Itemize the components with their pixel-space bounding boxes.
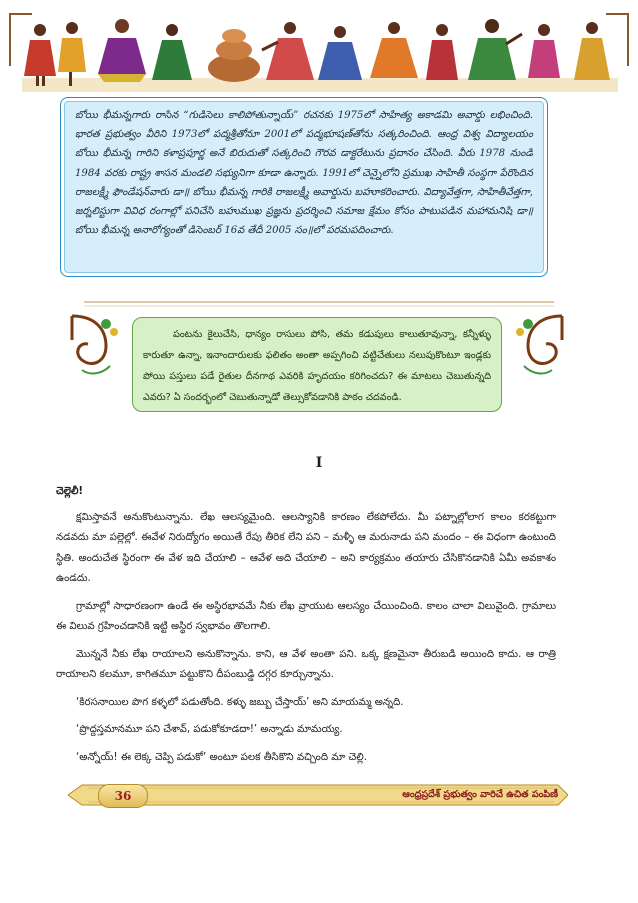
publisher-note: ఆంధ్రప్రదేశ్ ప్రభుత్వం వారిచే ఉచిత పంపిణీ xyxy=(402,789,558,800)
floral-ornament-left-icon xyxy=(66,310,130,382)
dancer-figure-4-icon xyxy=(152,24,192,80)
chapter-number: I xyxy=(315,455,323,471)
letter-paragraph-2: గ్రామాల్లో సాధారణంగా ఉండే ఈ అస్థిరభావమే నీకు లేఖ వ్రాయుట ఆలస్యం చేయించింది. కాలం చాలా విలువైంది. గ్రామాలు ఈ విలువ గ్రహించడానికి ఇట్టి అస్థిర స్వభావం తొలగాలి. xyxy=(56,600,556,632)
dancer-figure-6-icon xyxy=(318,26,362,80)
dancer-figure-5-icon xyxy=(262,22,314,80)
dancer-figure-2-icon xyxy=(58,22,86,86)
lesson-introduction-box xyxy=(132,317,502,412)
letter-paragraph-4: ‘కిరసనాయిల పొగ కళ్ళలో పడుతోంది. కళ్ళు జబ్బు చేస్తాయ్’ అని మాయమ్మ అన్నది. xyxy=(76,696,404,708)
letter-paragraph-1: క్షమిస్తావనే అనుకొంటున్నాను. లేఖ ఆలస్యమైంది. ఆలస్యానికి కారణం లేకపోలేదు. మీ పట్నాల్లోలాగ కాలం కరకట్టుగా నడవదు మా పల్లెల్లో. ఈవేళ నిరుద్యోగం అయితే రేపు తీరిక లేని పని – మళ్ళీ ఆ మరునాడు పని మందం – ఈ విధంగా ఉంటుంది స్థితి. అందుచేత స్థిరంగా ఈ వేళ ఇది చేయాలి – ఆవేళ అది చేయాలి – అని కార్యక్రమం తయారు చేసికొనడానికి ఏమీ అవకాశం ఉండదు. xyxy=(56,511,556,584)
dancer-figure-10-icon xyxy=(528,24,560,78)
letter-body xyxy=(56,482,556,775)
dancer-figure-9-icon xyxy=(468,19,522,80)
folk-dancers-banner xyxy=(22,10,618,92)
pottery-stack-icon xyxy=(208,29,260,82)
letter-salutation: చెల్లెలీ! xyxy=(56,486,84,497)
author-biography-text: బోయి భీమన్నగారు రాసిన “గుడిసెలు కాలిపోతున్నాయ్” రచనకు 1975లో సాహిత్య అకాడమి అవార్డు లభించింది. భారత ప్రభుత్వం వీరిని 1973లో పద్మశ్రీతోనూ 2001లో పద్మభూషణ్‌తోను సత్కరించింది. ఆంధ్ర విశ్వ విద్యాలయం బోయి భీమన్న గారిని కళాప్రపూర్ణ అనే బిరుదుతో సత్కరించి గౌరవ డాక్టరేటును ప్రదానం చేసింది. వీరు 1978 నుండి 1984 వరకు రాష్ట్ర శాసన మండలి సభ్యునిగా కూడా ఉన్నారు. 1991లో చెన్నైలోని ప్రముఖ సాహితీ సంస్థగా పేరొందిన రాజలక్ష్మీ ఫౌండేషన్‌వారు డా॥ బోయి భీమన్న గారికి రాజలక్ష్మీ అవార్డును బహూకరించారు. విద్యావేత్తగా, సాహితీవేత్తగా, జర్నలిస్టుగా వివిధ రంగాల్లో పనిచేసి బహుముఖ ప్రజ్ఞను ప్రదర్శించి సమాజ క్షేమం కోసం పాటుపడిన మహామనిషి డా॥ బోయి భీమన్న అనారోగ్యంతో డిసెంబర్ 16వ తేదీ 2005 సం॥లో పరమపదించారు. xyxy=(75,110,533,237)
letter-paragraph-3: మొన్ననే నీకు లేఖ రాయాలని అనుకొన్నాను. కాని, ఆ వేళ అంతా పని. ఒక్క క్షణమైనా తీరుబడి అయింది కాదు. ఆ రాత్రి రాయాలని కలమూ, కాగితమూ పట్టుకొని దీపంబుడ్డి దగ్గర కూర్చున్నాను. xyxy=(56,648,556,680)
dancer-figure-8-icon xyxy=(426,24,458,80)
floral-ornament-right-icon xyxy=(504,310,568,382)
dancer-figure-7-icon xyxy=(370,22,418,78)
dancer-figure-3-icon xyxy=(98,19,146,82)
section-divider xyxy=(60,292,578,318)
page-footer xyxy=(68,782,568,808)
letter-paragraph-6: ‘అన్నోయ్! ఈ లెక్క చెప్పి పడుకో’ అంటూ పలక తీసికొని వచ్చింది మా చెల్లి. xyxy=(76,751,368,763)
author-biography-box xyxy=(60,97,548,277)
lesson-introduction-text: పంటను కైలుచేసి, ధాన్యం రాసులు పోసి, తమ కడుపులు కాలుతూవున్నా, కన్నీళ్ళు కారుతూ ఉన్నా, ఇనాందారులకు ఫలితం అంతా అప్పగించి వట్టిచేతులు నలుపుకొంటూ ఇండ్లకు పోయి పస్తులు పడే రైతుల దీనగాథ ఎవరికి హృదయం కరిగించదు? ఈ మాటలు చెబుతున్నది ఎవరు? ఏ సందర్భంలో చెబుతున్నాడో తెల్సుకోవడానికి పాఠం చదవండి. xyxy=(143,329,491,403)
page-number: 36 xyxy=(98,784,148,808)
frame-corner-right-icon xyxy=(602,8,632,68)
letter-paragraph-5: ‘ప్రొద్దస్తమానమూ పని చేశావ్, పడుకోకూడదా!’ అన్నాడు మామయ్య. xyxy=(76,724,343,735)
frame-corner-left-icon xyxy=(6,8,36,68)
